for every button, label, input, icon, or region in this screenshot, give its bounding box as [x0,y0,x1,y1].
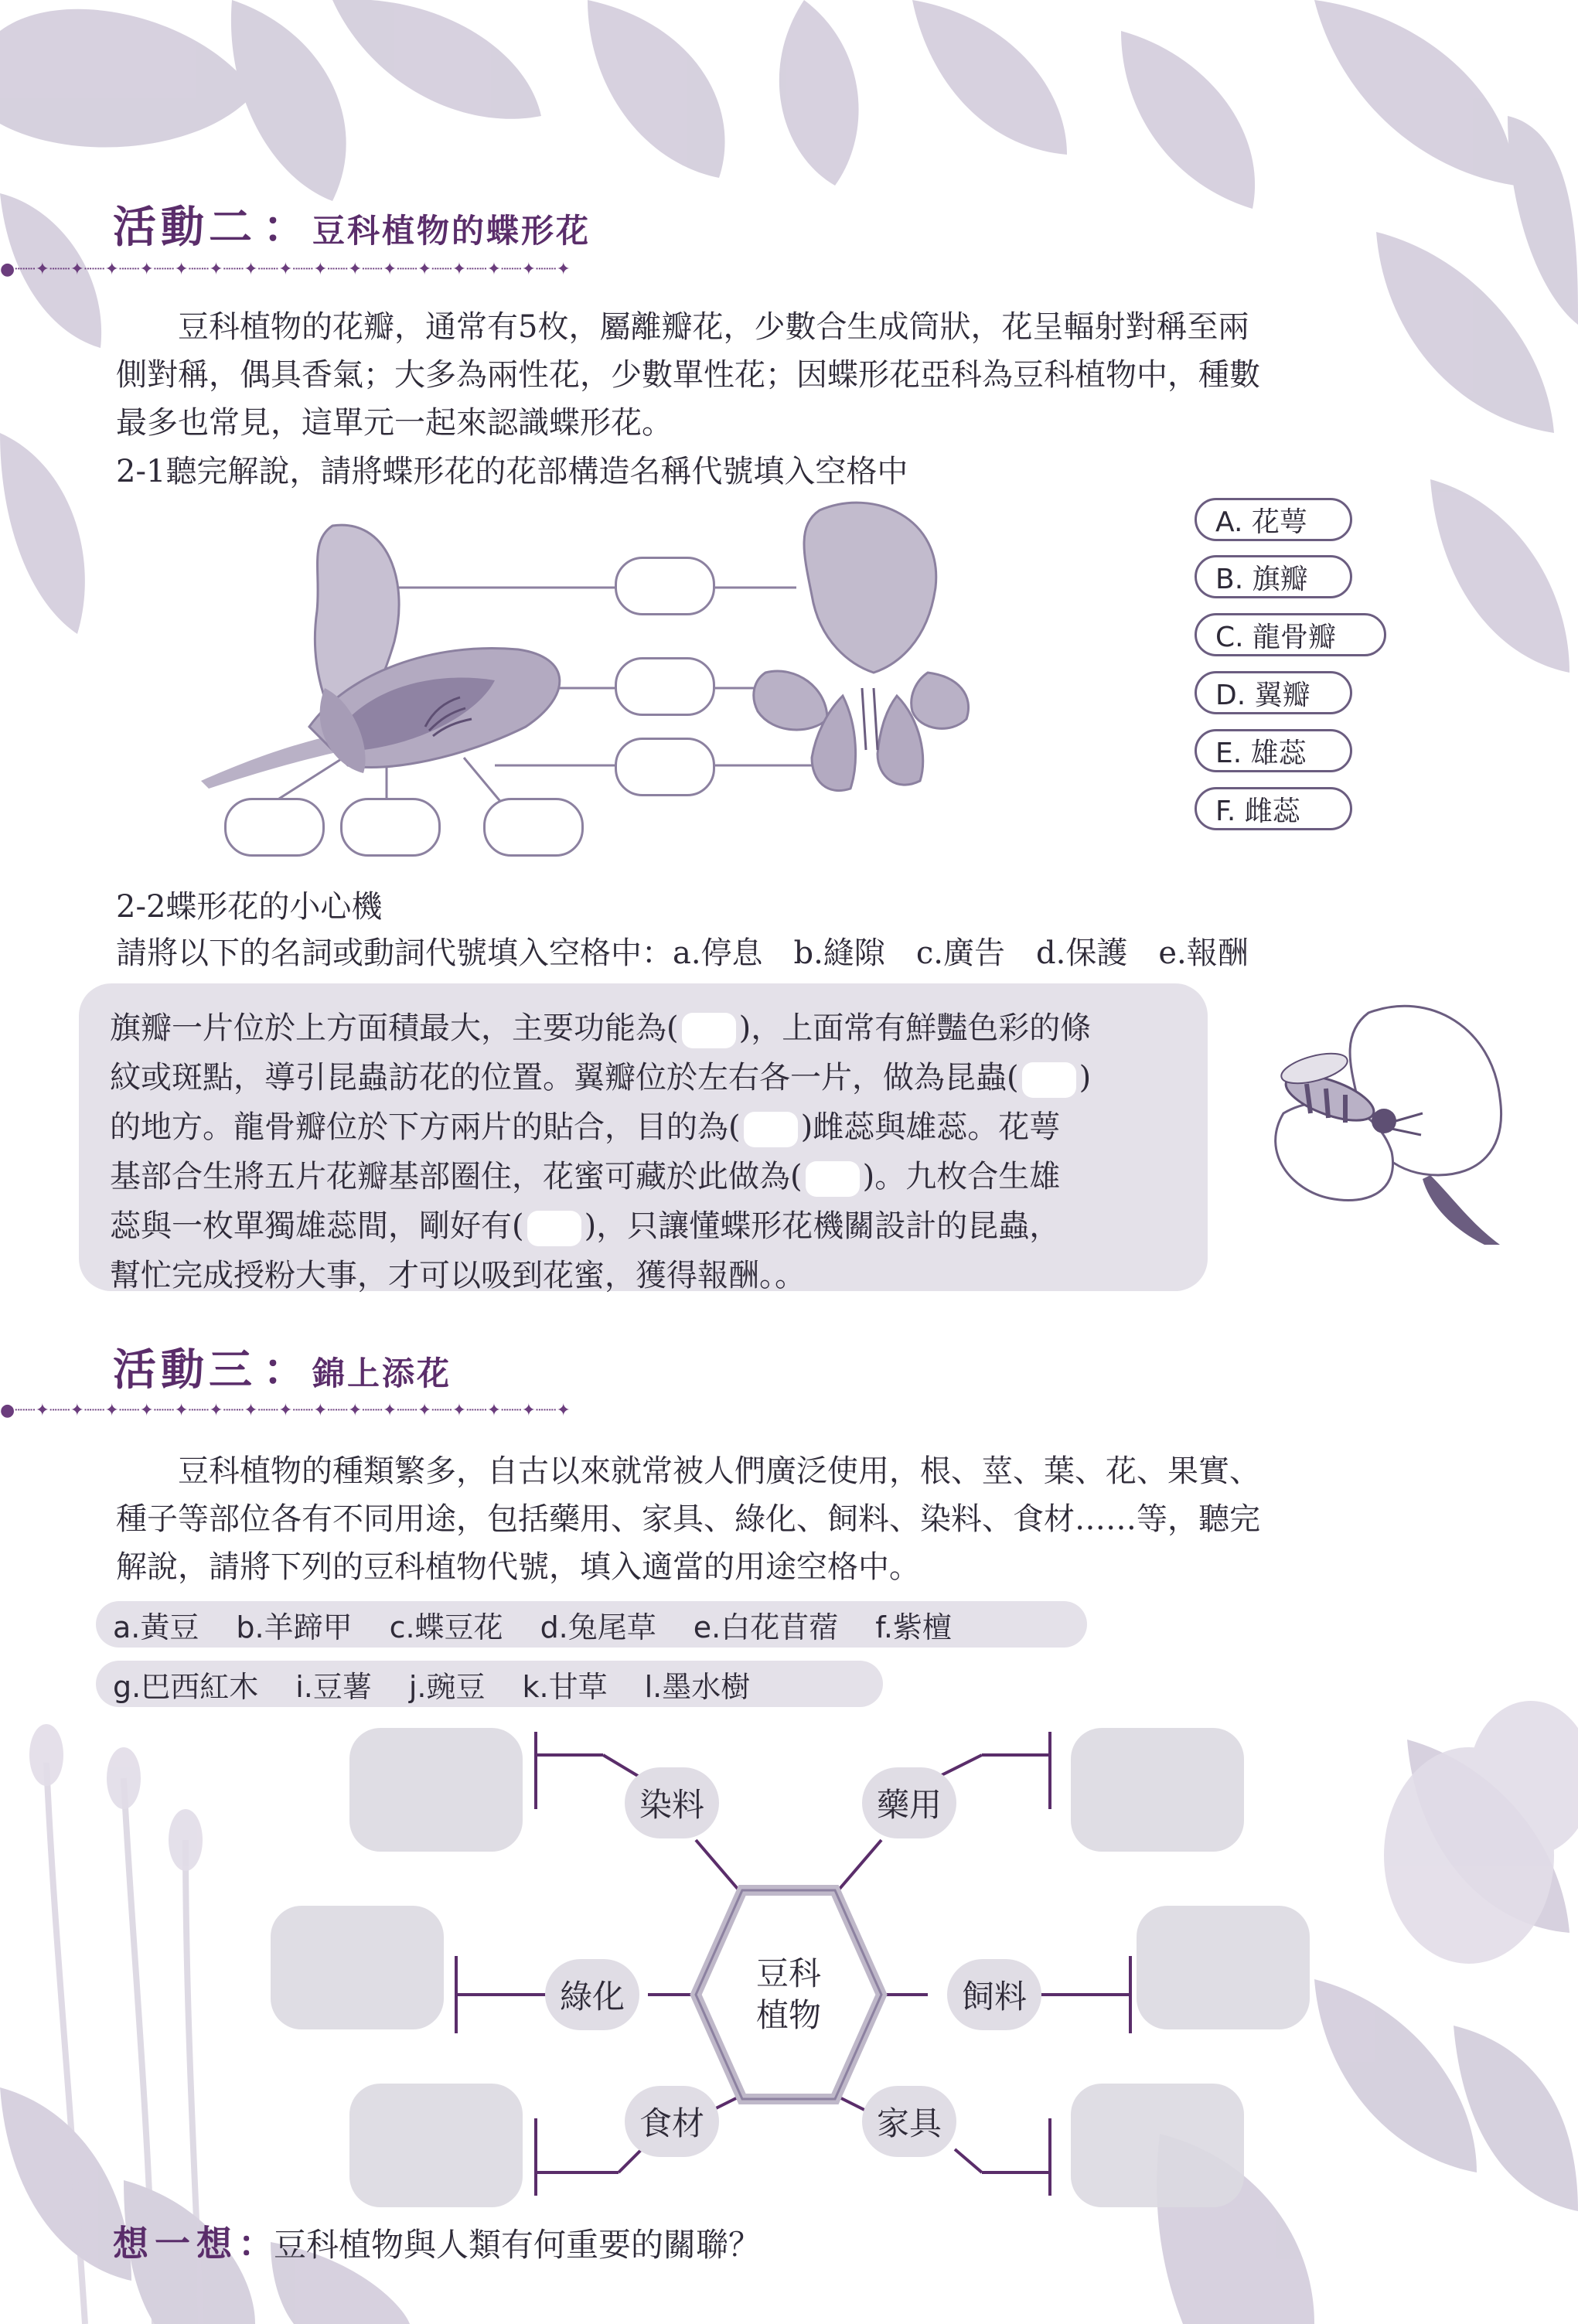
answer-box-stamen[interactable] [340,798,441,857]
legend-calyx: A. 花萼 [1195,498,1352,541]
question-2-1: 2-1聽完解說，請將蝶形花的花部構造名稱代號填入空格中 [116,454,908,489]
answer-box-calyx[interactable] [224,798,325,857]
leaf-shape [0,9,255,148]
answer-box-medicine[interactable] [1071,1728,1244,1852]
plant-option: j.豌豆 [408,1669,486,1704]
dotted-divider: ●┈┈✦┈┈✦┈┈✦┈┈✦┈┈✦┈┈✦┈┈✦┈┈✦┈┈✦┈┈✦┈┈✦┈┈✦┈┈✦┈┈✦┈┈✦┈┈✦ [0,1401,571,1420]
activity3-colon: ： [263,1344,306,1395]
answer-box-pistil[interactable] [483,798,584,857]
intro-line: 種子等部位各有不同用途，包括藥用、家具、綠化、飼料、染料、食材……等，聽完 [116,1501,1260,1537]
plant-option: b.羊蹄甲 [236,1610,353,1644]
plant-option: a.黃豆 [113,1610,199,1644]
side-flower-icon [201,525,560,789]
paragraph-line: 紋或斑點，導引昆蟲訪花的位置。翼瓣位於左右各一片，做為昆蟲( ) [110,1053,1177,1102]
intro-line: 最多也常見，這單元一起來認識蝶形花。 [116,405,673,441]
answer-box-dye[interactable] [349,1728,523,1852]
legend-wing: D. 翼瓣 [1195,671,1352,714]
use-label-medicine: 藥用 [862,1767,956,1838]
blank-field[interactable] [527,1211,581,1246]
leaf-shape [0,433,85,634]
intro-line: 豆科植物的種類繁多，自古以來就常被人們廣泛使用，根、莖、葉、花、果實、 [178,1453,1260,1489]
activity2-intro [116,303,1446,447]
plant-options-row-2 [96,1661,883,1707]
plant-option: f.紫檀 [875,1610,952,1644]
front-flower-icon [754,503,969,790]
legend-pistil: F. 雌蕊 [1195,787,1352,830]
question-2-2-title: 2-2蝶形花的小心機 [116,889,383,925]
use-label-food: 食材 [625,2086,719,2157]
think-question [113,2216,761,2267]
plant-option: k.甘草 [522,1669,608,1704]
center-label: 豆科 植物 [755,1954,821,2034]
bee-flower-icon [1237,997,1515,1252]
question-2-2-instructions: 請將以下的名詞或動詞代號填入空格中：a.停息 b.縫隙 c.廣告 d.保護 e.報酬 [116,935,1249,971]
legend-stamen: E. 雄蕊 [1195,729,1352,772]
answer-box-feed[interactable] [1137,1906,1310,2029]
think-colon: ： [238,2223,274,2264]
plant-option: i.豆薯 [295,1669,372,1704]
paragraph-line: 基部合生將五片花瓣基部圈住，花蜜可藏於此做為( )。九枚合生雄 [110,1152,1177,1201]
blank-field[interactable] [744,1112,798,1147]
activity2-title: 活動二 [113,202,257,253]
use-label-feed: 飼料 [947,1959,1041,2030]
activity2-heading [113,193,591,255]
answer-box-food[interactable] [349,2084,523,2207]
dotted-divider: ●┈┈✦┈┈✦┈┈✦┈┈✦┈┈✦┈┈✦┈┈✦┈┈✦┈┈✦┈┈✦┈┈✦┈┈✦┈┈✦┈┈✦┈┈✦┈┈✦ [0,260,571,279]
use-label-dye: 染料 [625,1767,719,1838]
leaf-shape [1508,116,1578,325]
activity2-colon: ： [263,202,306,253]
answer-box-greening[interactable] [271,1906,444,2029]
leaf-shape [912,0,1067,155]
leaf-shape [332,0,541,119]
answer-box-wing[interactable] [615,657,715,716]
paragraph-line: 旗瓣一片位於上方面積最大，主要功能為( )，上面常有鮮豔色彩的條 [110,1004,1177,1053]
think-label: 想一想 [113,2223,238,2264]
intro-line: 解說，請將下列的豆科植物代號，填入適當的用途空格中。 [116,1549,920,1585]
activity3-heading [113,1336,452,1398]
fill-in-paragraph [79,983,1208,1291]
leaf-shape [588,0,725,178]
answer-box-standard[interactable] [615,557,715,615]
plant-option: d.兔尾草 [540,1610,656,1644]
activity3-intro [116,1447,1446,1591]
plant-option: l.墨水樹 [644,1669,751,1704]
intro-line: 側對稱，偶具香氣；大多為兩性花，少數單性花；因蝶形花亞科為豆科植物中，種數 [116,357,1260,393]
leaf-shape [1314,0,1515,186]
intro-line: 豆科植物的花瓣，通常有5枚，屬離瓣花，少數合生成筒狀，花呈輻射對稱至兩 [178,309,1249,345]
leaf-shape [779,0,859,186]
blank-field[interactable] [682,1013,736,1048]
paragraph-line: 幫忙完成授粉大事，才可以吸到花蜜，獲得報酬。。 [110,1258,806,1293]
plant-options-row-1 [96,1601,1087,1648]
think-text: 豆科植物與人類有何重要的關聯？ [274,2226,762,2264]
leaf-shape [1121,31,1255,209]
plant-option: g.巴西紅木 [113,1669,259,1704]
answer-box-keel[interactable] [615,738,715,796]
blank-field[interactable] [1022,1062,1076,1098]
activity2-subtitle: 豆科植物的蝶形花 [312,212,591,250]
legend-keel: C. 龍骨瓣 [1195,613,1386,656]
paragraph-line: 蕊與一枚單獨雄蕊間，剛好有( )，只讓懂蝶形花機關設計的昆蟲， [110,1201,1177,1251]
activity3-title: 活動三 [113,1344,257,1395]
legend-standard: B. 旗瓣 [1195,555,1352,598]
answer-box-furniture[interactable] [1071,2084,1244,2207]
leaf-shape [1430,479,1569,673]
activity3-subtitle: 錦上添花 [312,1355,452,1392]
plant-option: e.白花苜蓿 [693,1610,839,1644]
use-label-greening: 綠化 [545,1959,639,2030]
paragraph-line: 的地方。龍骨瓣位於下方兩片的貼合，目的為( )雌蕊與雄蕊。花萼 [110,1102,1177,1152]
blank-field[interactable] [806,1161,860,1197]
use-label-furniture: 家具 [862,2086,956,2157]
leaf-shape [231,0,346,201]
plant-option: c.蝶豆花 [389,1610,503,1644]
